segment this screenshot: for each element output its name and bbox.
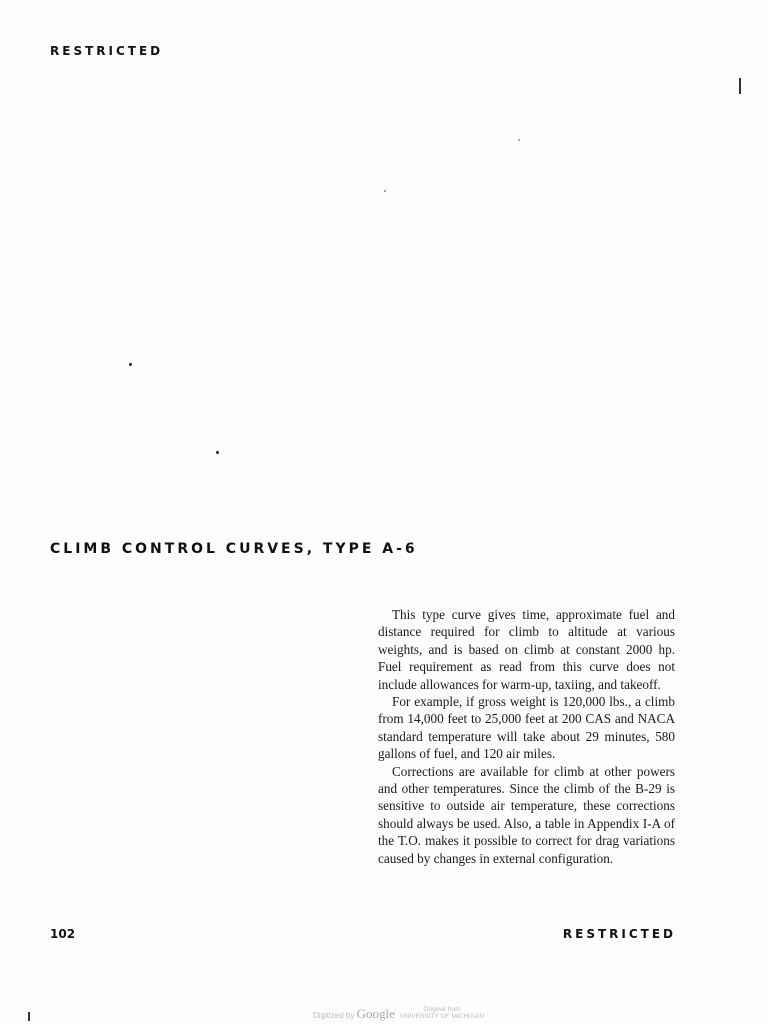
scan-speck	[216, 451, 219, 454]
scan-edge-mark	[28, 1012, 30, 1021]
paragraph-description: This type curve gives time, approximate fuel and distance required for climb to altitude at various weights, and is based on climb at constant 2000 hp. Fuel requirement as read from this curve does not include allowances for warm-up, taxiing, and takeoff.	[378, 607, 675, 692]
original-from-label: Original from	[423, 1006, 461, 1013]
body-text	[378, 606, 675, 867]
scan-speck	[518, 139, 520, 141]
original-source-watermark	[400, 1006, 484, 1020]
digitized-prefix: Digitized by	[313, 1011, 355, 1020]
header-restricted-label: RESTRICTED	[50, 44, 164, 58]
digitized-by-watermark	[313, 1006, 395, 1022]
footer-restricted-label: RESTRICTED	[562, 927, 676, 941]
page-number: 102	[50, 927, 76, 941]
google-logo: Google	[356, 1006, 395, 1021]
paragraph-example: For example, if gross weight is 120,000 lbs., a climb from 14,000 feet to 25,000 feet at 200 CAS and NACA standard temperature will take about 29 minutes, 580 gallons of fuel, and 120 air miles.	[378, 694, 675, 762]
scan-edge-mark	[739, 78, 741, 94]
scan-speck	[384, 190, 386, 192]
university-label: UNIVERSITY OF MICHIGAN	[400, 1013, 485, 1020]
paragraph-corrections: Corrections are available for climb at other powers and other temperatures. Since the climb of the B-29 is sensitive to outside air temperature, these corrections should always be used. Also, a table in Appendix I-A of the T.O. makes it possible to correct for drag variations caused by changes in external configuration.	[378, 763, 675, 866]
section-title: CLIMB CONTROL CURVES, TYPE A-6	[50, 541, 418, 557]
scan-speck	[129, 363, 132, 366]
